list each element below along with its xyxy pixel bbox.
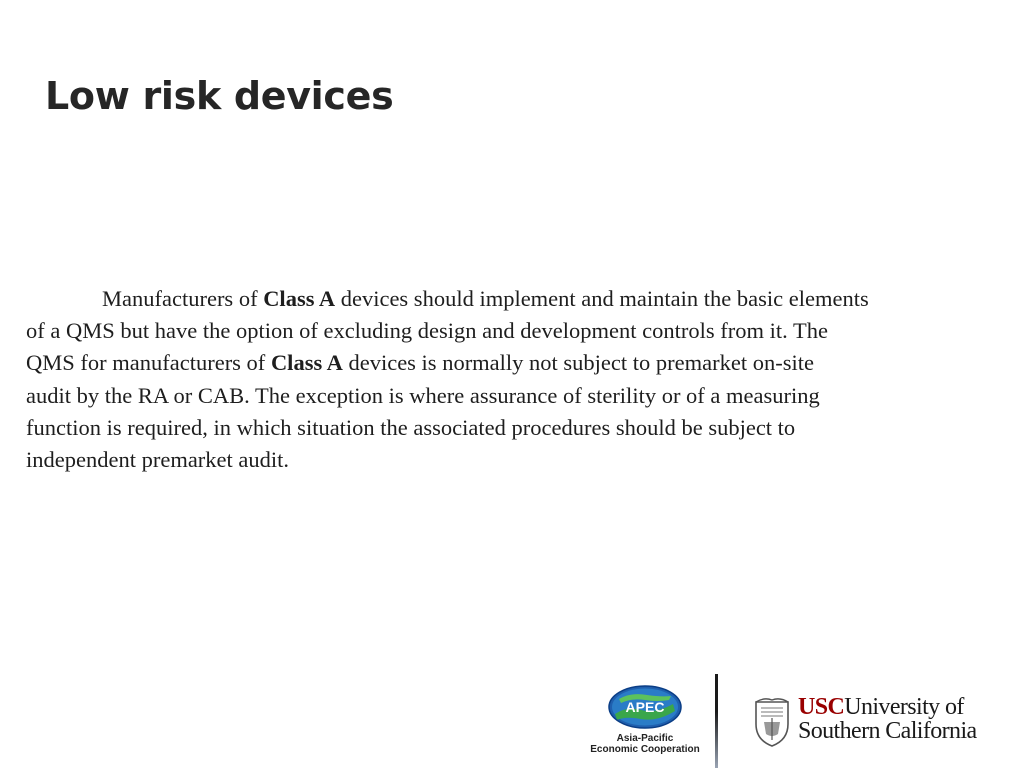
usc-name-line1 xyxy=(798,694,964,721)
text-run: devices is normally not subject to premarket on-site xyxy=(342,350,814,376)
text-run-bold: Class A xyxy=(270,350,343,376)
usc-abbr: USC xyxy=(798,694,845,720)
text-run: independent premarket audit. xyxy=(26,447,290,473)
usc-name-line2: Southern California xyxy=(798,718,977,744)
body-line xyxy=(26,315,986,347)
body-line xyxy=(26,283,986,315)
text-run: QMS for manufacturers of xyxy=(26,350,271,376)
text-run: audit by the RA or CAB. The exception is where assurance of sterility or of a measuring xyxy=(26,382,820,408)
logo-divider xyxy=(715,674,718,768)
body-line xyxy=(26,380,986,412)
body-paragraph xyxy=(26,283,986,476)
text-run: Manufacturers of xyxy=(102,286,264,311)
apec-globe-logo-icon xyxy=(607,684,683,730)
apec-name-line1: Asia-Pacific xyxy=(616,733,674,744)
text-run: function is required, in which situation the associated procedures should be subject to xyxy=(26,414,796,440)
apec-logo-text: APEC xyxy=(625,699,665,715)
usc-name-rest: University of xyxy=(844,694,964,720)
usc-seal-icon xyxy=(752,696,792,748)
text-run-bold: Class A xyxy=(263,286,336,311)
body-line xyxy=(26,444,986,476)
text-run: of a QMS but have the option of excluding design and development controls from it. The xyxy=(26,318,828,344)
slide-title: Low risk devices xyxy=(45,74,394,118)
body-line xyxy=(26,347,986,379)
apec-logo-block xyxy=(588,684,702,756)
text-run: devices should implement and maintain the basic elements xyxy=(335,286,869,311)
body-line xyxy=(26,412,986,444)
apec-name-line2: Economic Cooperation xyxy=(590,744,700,755)
usc-logo-block xyxy=(752,696,1012,752)
